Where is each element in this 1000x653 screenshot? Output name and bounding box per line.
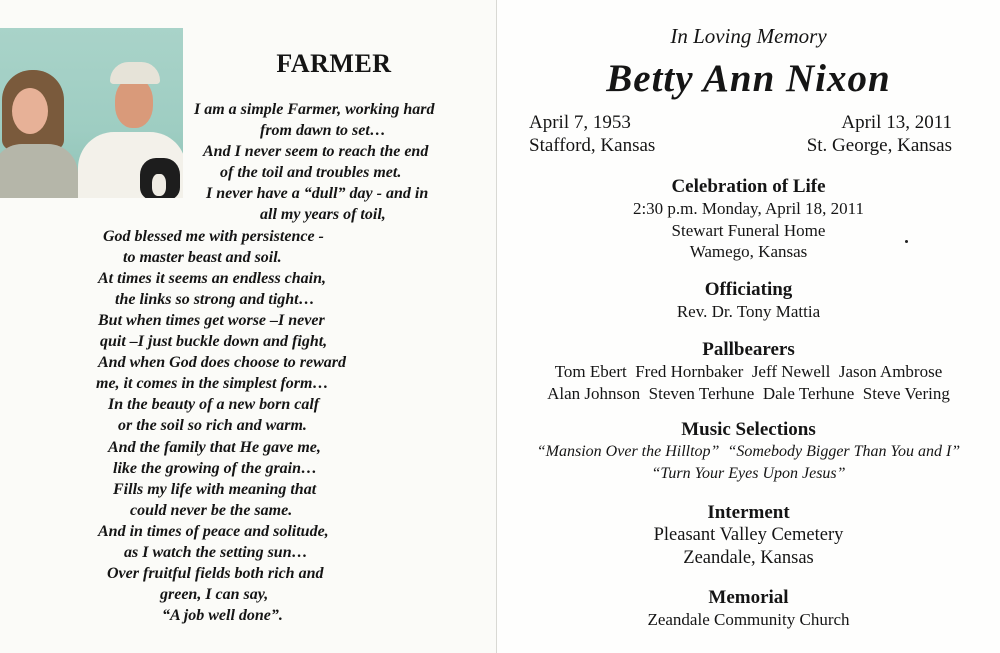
poem-line: I am a simple Farmer, working hard [194, 101, 435, 118]
poem-line: of the toil and troubles met. [220, 164, 402, 182]
poem-title: FARMER [276, 49, 392, 78]
right-panel [497, 0, 1000, 653]
poem-line: And I never seem to reach the end [203, 143, 429, 161]
left-panel [0, 0, 497, 653]
poem-line: all my years of toil, [260, 206, 386, 224]
poem-line: quit –I just buckle down and fight, [100, 333, 328, 351]
music-section [497, 419, 1000, 484]
music-heading: Music Selections [681, 419, 816, 440]
poem-line: or the soil so rich and warm. [118, 417, 307, 435]
interment-heading: Interment [707, 502, 790, 523]
memorial-heading: Memorial [708, 587, 789, 608]
in-loving-memory: In Loving Memory [670, 24, 827, 48]
pallbearers-section [497, 339, 1000, 404]
cemetery-city: Zeandale, Kansas [683, 548, 814, 568]
print-speck [905, 240, 908, 243]
poem-line: could never be the same. [130, 501, 293, 519]
celebration-venue: Stewart Funeral Home [671, 220, 826, 240]
poem-line: as I watch the setting sun… [124, 543, 308, 561]
celebration-time: 2:30 p.m. Monday, April 18, 2011 [632, 199, 865, 218]
pallbearers-line-2: Alan Johnson Steven Terhune Dale Terhune Steve Vering [547, 383, 950, 403]
officiating-section [497, 279, 1000, 323]
poem-line: Fills my life with meaning that [113, 480, 317, 498]
poem-line: like the growing of the grain… [113, 459, 318, 477]
officiant: Rev. Dr. Tony Mattia [676, 302, 821, 321]
interment-section [497, 502, 1000, 570]
death-place: St. George, Kansas [806, 135, 952, 156]
birth-info [529, 111, 655, 157]
officiating-heading: Officiating [704, 279, 793, 300]
memorial-section [497, 587, 1000, 631]
poem-line: And when God does choose to reward [98, 354, 347, 372]
poem-line: to master beast and soil. [123, 248, 282, 266]
poem-line: But when times get worse –I never [98, 311, 325, 329]
poem-line: Over fruitful fields both rich and [107, 565, 324, 583]
poem-text [40, 99, 490, 626]
poem-line: green, I can say, [160, 586, 269, 604]
poem-line: “A job well done”. [162, 607, 283, 625]
deceased-name: Betty Ann Nixon [606, 57, 891, 100]
birth-date: April 7, 1953 [529, 112, 631, 133]
celebration-section [497, 176, 1000, 263]
cemetery-name: Pleasant Valley Cemetery [653, 525, 844, 545]
poem-line: me, it comes in the simplest form… [96, 375, 329, 393]
death-date: April 13, 2011 [841, 112, 952, 133]
poem-line: At times it seems an endless chain, [98, 269, 327, 287]
death-info [807, 111, 952, 157]
poem-line: I never have a “dull” day - and in [206, 185, 429, 203]
poem-line: the links so strong and tight… [115, 290, 315, 308]
music-line-1: “Mansion Over the Hilltop” “Somebody Bigger Than You and I” [536, 443, 961, 460]
pallbearers-line-1: Tom Ebert Fred Hornbaker Jeff Newell Jason Ambrose [554, 362, 943, 381]
poem-line: In the beauty of a new born calf [108, 396, 320, 414]
pallbearers-heading: Pallbearers [702, 339, 795, 360]
celebration-city: Wamego, Kansas [689, 242, 808, 261]
poem-line: And in times of peace and solitude, [98, 522, 329, 540]
celebration-heading: Celebration of Life [671, 176, 826, 197]
poem-line: from dawn to set… [260, 122, 386, 140]
birth-place: Stafford, Kansas [529, 135, 656, 156]
music-line-2: “Turn Your Eyes Upon Jesus” [651, 464, 846, 482]
poem-line: God blessed me with persistence - [103, 227, 324, 245]
memorial-church: Zeandale Community Church [647, 610, 850, 629]
poem-line: And the family that He gave me, [108, 438, 321, 456]
